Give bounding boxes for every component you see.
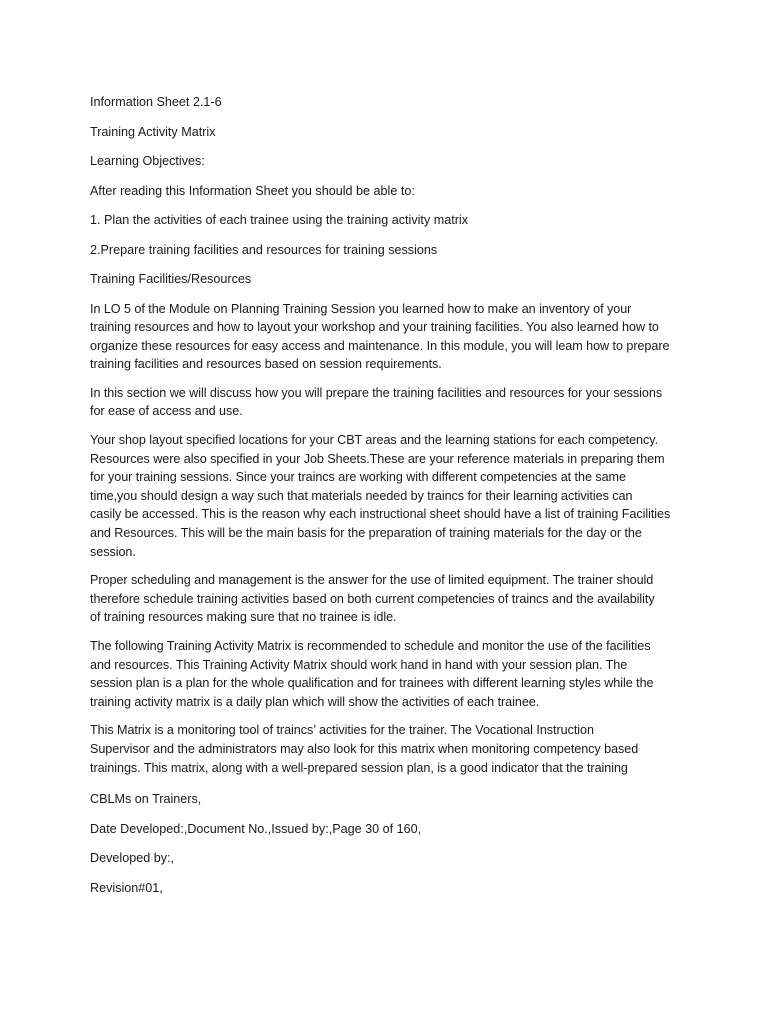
document-body: [90, 93, 682, 787]
paragraph-line: for ease of access and use.: [90, 404, 243, 419]
objectives-intro: After reading this Information Sheet you should be able to:: [90, 183, 415, 198]
section-heading: Training Facilities/Resources: [90, 272, 252, 286]
paragraph-line: Resources were also specified in your Job Sheets.These are your reference materials in preparing them: [90, 451, 665, 466]
footer-developed-by: Developed by:,: [90, 851, 175, 865]
paragraph-line: Your shop layout specified locations for your CBT areas and the learning stations for each competency.: [90, 433, 659, 448]
paragraph-line: In LO 5 of the Module on Planning Training Session you learned how to make an inventory of your: [90, 301, 632, 316]
objective-item-2: 2.Prepare training facilities and resources for training sessions: [90, 242, 438, 257]
topic-title: Training Activity Matrix: [90, 124, 216, 139]
paragraph-3: [90, 431, 682, 561]
paragraph-line: Supervisor and the administrators may also look for this matrix when monitoring competency based: [90, 741, 639, 756]
paragraph-line: session plan is a plan for the whole qualification and for trainees with different learning styles while the: [90, 676, 654, 691]
paragraph-line: trainings. This matrix, along with a well-prepared session plan, is a good indicator that the training: [90, 760, 628, 775]
paragraph-2: [90, 384, 682, 421]
footer-document-info: Date Developed:,Document No.,Issued by:,Page 30 of 160,: [90, 821, 422, 836]
paragraph-line: session.: [90, 544, 136, 559]
paragraph-1: [90, 300, 682, 374]
objective-item-1: 1. Plan the activities of each trainee using the training activity matrix: [90, 213, 469, 227]
paragraph-line: therefore schedule training activities based on both current competencies of traincs and the availability: [90, 591, 655, 606]
paragraph-line: casily be accessed. This is the reason why each instructional sheet should have a list of training Facilities: [90, 507, 671, 522]
footer-cblm-line: CBLMs on Trainers,: [90, 792, 202, 806]
paragraph-line: The following Training Activity Matrix is recommended to schedule and monitor the use of the facilities: [90, 639, 651, 653]
document-footer: [90, 790, 682, 908]
paragraph-5: [90, 637, 682, 711]
objectives-heading: Learning Objectives:: [90, 154, 205, 168]
paragraph-line: training activity matrix is a daily plan which will show the activities of each trainee.: [90, 694, 540, 709]
footer-revision: Revision#01,: [90, 880, 163, 895]
paragraph-line: This Matrix is a monitoring tool of traincs’ activities for the trainer. The Vocational Instruction: [90, 723, 594, 738]
paragraph-line: In this section we will discuss how you will prepare the training facilities and resources for your sessions: [90, 385, 663, 400]
paragraph-line: of training resources making sure that no trainee is idle.: [90, 610, 397, 625]
paragraph-4: [90, 571, 682, 627]
paragraph-6: [90, 721, 682, 777]
paragraph-line: training facilities and resources based on session requirements.: [90, 357, 442, 372]
paragraph-line: for your training sessions. Since your traincs are working with different competencies at the same: [90, 470, 626, 485]
paragraph-line: and resources. This Training Activity Matrix should work hand in hand with your session plan. The: [90, 657, 628, 672]
sheet-title: Information Sheet 2.1-6: [90, 95, 222, 109]
paragraph-line: training resources and how to layout your workshop and your training facilities. You also learned how to: [90, 320, 659, 335]
paragraph-line: Proper scheduling and management is the answer for the use of limited equipment. The trainer should: [90, 573, 654, 588]
paragraph-line: time,you should design a way such that materials needed by traincs for their learning activities can: [90, 488, 633, 503]
paragraph-line: and Resources. This will be the main basis for the preparation of training materials for the day or the: [90, 526, 642, 541]
paragraph-line: organize these resources for easy access and maintenance. In this module, you will leam how to prepare: [90, 338, 670, 353]
